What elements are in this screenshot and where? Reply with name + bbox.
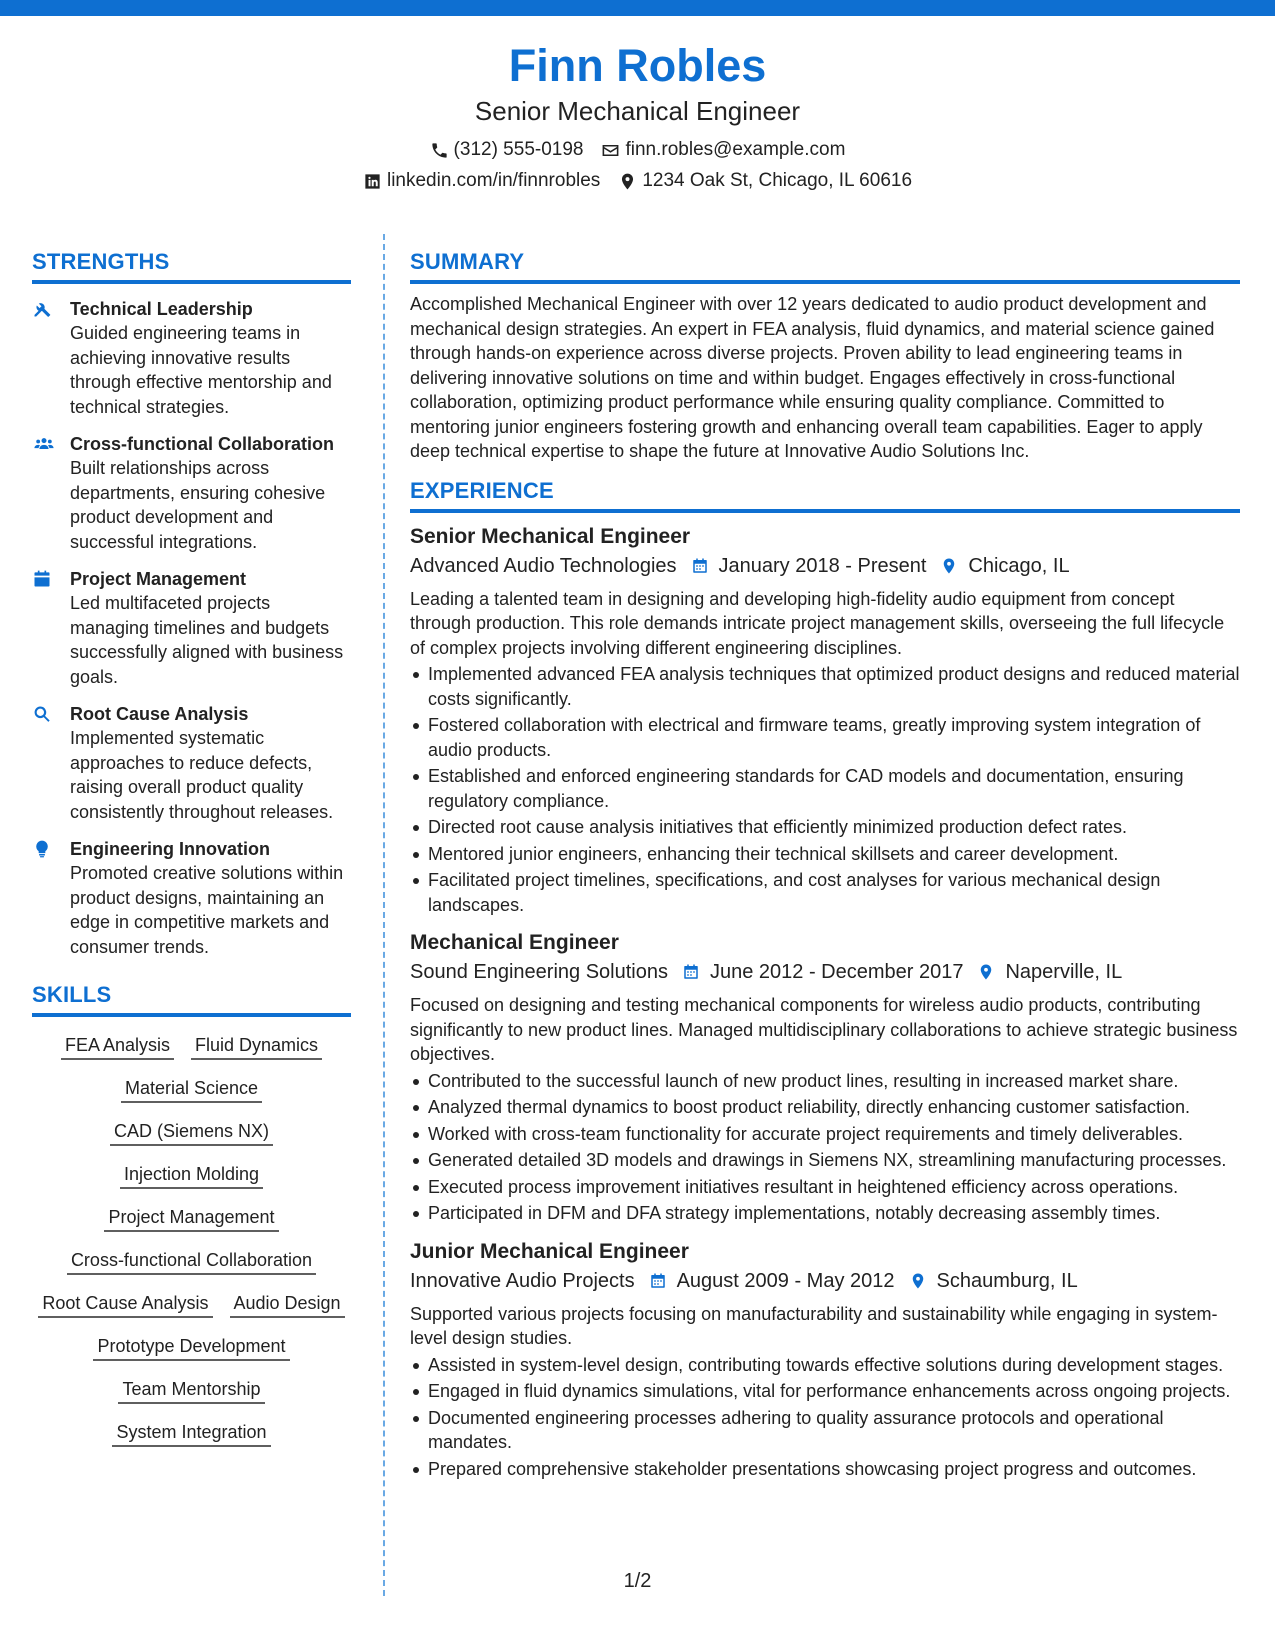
skill-tag: CAD (Siemens NX) <box>110 1119 273 1146</box>
skill-tag: Injection Molding <box>120 1162 263 1189</box>
experience-section <box>410 477 1240 1482</box>
page-number: 1/2 <box>623 1570 652 1592</box>
column-divider <box>383 234 385 1596</box>
bullet-item: Established and enforced engineering standards for CAD models and documentation, ensuring regulatory compliance. <box>410 764 1240 813</box>
job-title: Mechanical Engineer <box>410 931 619 954</box>
skill-tag: Project Management <box>104 1205 278 1232</box>
job-dates: June 2012 - December 2017 <box>709 961 964 983</box>
company-name: Advanced Audio Technologies <box>410 554 677 577</box>
linkedin-icon <box>363 172 382 191</box>
bullet-item: Participated in DFM and DFA strategy implementations, notably decreasing assembly times. <box>410 1201 1240 1226</box>
lightbulb-icon <box>32 839 52 859</box>
job-meta <box>410 957 1240 987</box>
job-entry <box>410 929 1240 1226</box>
linkedin-link[interactable]: linkedin.com/in/finnrobles <box>386 170 601 191</box>
skill-tag: System Integration <box>112 1420 270 1447</box>
skill-tag: Material Science <box>121 1076 262 1103</box>
strength-desc: Promoted creative solutions within product designs, maintaining an edge in competitive markets and consumer trends. <box>70 863 344 957</box>
strengths-section <box>32 248 351 959</box>
job-location: Naperville, IL <box>1005 961 1123 983</box>
skills-section <box>32 981 351 1447</box>
job-entry <box>410 523 1240 918</box>
skill-tag: Prototype Development <box>93 1334 289 1361</box>
map-pin-icon <box>940 557 958 575</box>
job-title: Senior Mechanical Engineer <box>410 524 691 548</box>
address-text: 1234 Oak St, Chicago, IL 60616 <box>642 170 913 191</box>
bullet-item: Analyzed thermal dynamics to boost product reliability, directly enhancing customer satisfaction. <box>410 1095 1240 1120</box>
strength-desc: Built relationships across departments, ensuring cohesive product development and successful integrations. <box>70 458 326 552</box>
map-pin-icon <box>618 172 637 191</box>
top-accent-bar <box>0 0 1275 16</box>
envelope-icon <box>601 141 620 160</box>
bullet-item: Mentored junior engineers, enhancing their technical skillsets and career development. <box>410 842 1240 867</box>
strength-desc: Led multifaceted projects managing timelines and budgets successfully aligned with business goals. <box>70 593 344 687</box>
strength-title: Root Cause Analysis <box>70 704 249 724</box>
left-column <box>32 248 351 1447</box>
phone-icon <box>430 141 449 160</box>
job-dates: January 2018 - Present <box>718 554 927 577</box>
job-description: Leading a talented team in designing and developing high-fidelity audio equipment from concept through production. This role demands intricate project management skills, overseeing the full lifecycle of complex projects involving different engineering disciplines. <box>410 588 1225 658</box>
skill-tag: Root Cause Analysis <box>38 1291 212 1318</box>
job-location: Chicago, IL <box>968 554 1070 577</box>
skill-tag: Audio Design <box>230 1291 345 1318</box>
job-bullets <box>410 662 1240 917</box>
calendar-icon <box>682 963 700 981</box>
company-name: Sound Engineering Solutions <box>410 961 668 983</box>
job-meta <box>410 551 1240 581</box>
calendar-icon <box>649 1272 667 1290</box>
job-meta <box>410 1266 1240 1296</box>
right-column <box>410 248 1240 1481</box>
strength-title: Project Management <box>70 569 247 589</box>
strength-title: Technical Leadership <box>70 299 253 319</box>
strength-item <box>32 297 351 419</box>
bullet-item: Contributed to the successful launch of new product lines, resulting in increased market share. <box>410 1069 1240 1094</box>
search-icon <box>32 704 52 724</box>
strength-desc: Implemented systematic approaches to reduce defects, raising overall product quality consistently throughout releases. <box>70 728 334 822</box>
skill-tag: Fluid Dynamics <box>191 1033 322 1060</box>
skill-tag: FEA Analysis <box>61 1033 174 1060</box>
bullet-item: Fostered collaboration with electrical and firmware teams, greatly improving system integration of audio products. <box>410 713 1240 762</box>
linkedin-contact <box>363 169 600 193</box>
job-description: Supported various projects focusing on manufacturability and sustainability while engaging in system-level design studies. <box>410 1303 1218 1348</box>
strength-title: Cross-functional Collaboration <box>70 434 335 454</box>
strength-item <box>32 702 351 824</box>
calendar-icon <box>32 569 52 589</box>
strength-item <box>32 567 351 689</box>
summary-text: Accomplished Mechanical Engineer with over 12 years dedicated to audio product development and mechanical design strategies. An expert in FEA analysis, fluid dynamics, and material science gained through hands-on experience across diverse projects. Proven ability to lead engineering teams in delivering innovative solutions on time and within budget. Engages effectively in cross-functional collaboration, optimizing product performance while ensuring quality compliance. Committed to mentoring junior engineers fostering growth and enhancing overall team capabilities. Eager to apply deep technical expertise to shape the future at Innovative Audio Solutions Inc. <box>410 294 1215 461</box>
bullet-item: Implemented advanced FEA analysis techniques that optimized product designs and reduced material costs significantly. <box>410 662 1240 711</box>
job-location: Schaumburg, IL <box>936 1269 1078 1292</box>
email-contact <box>601 138 845 162</box>
bullet-item: Prepared comprehensive stakeholder presentations showcasing project progress and outcomes. <box>410 1457 1240 1482</box>
phone-contact <box>430 138 584 162</box>
resume-header <box>0 38 1275 193</box>
bullet-item: Documented engineering processes adhering to quality assurance protocols and operational mandates. <box>410 1406 1240 1455</box>
address-contact <box>618 169 912 193</box>
bullet-item: Engaged in fluid dynamics simulations, vital for performance enhancements across ongoing projects. <box>410 1379 1240 1404</box>
job-entry <box>410 1238 1240 1482</box>
job-description: Focused on designing and testing mechanical components for wireless audio products, contributing significantly to new product lines. Managed multidisciplinary collaborations to achieve strategic business objectives. <box>410 995 1238 1064</box>
bullet-item: Worked with cross-team functionality for accurate project requirements and timely deliverables. <box>410 1122 1240 1147</box>
summary-section <box>410 248 1240 464</box>
contact-row-1 <box>0 138 1275 162</box>
company-name: Innovative Audio Projects <box>410 1269 635 1292</box>
summary-heading: SUMMARY <box>410 248 1240 284</box>
skills-heading: SKILLS <box>32 981 351 1017</box>
tools-icon <box>32 299 52 319</box>
skill-tag: Team Mentorship <box>118 1377 264 1404</box>
experience-heading: EXPERIENCE <box>410 477 1240 513</box>
strength-desc: Guided engineering teams in achieving innovative results through effective mentorship and technical strategies. <box>70 323 332 417</box>
bullet-item: Assisted in system-level design, contributing towards effective solutions during development stages. <box>410 1353 1240 1378</box>
map-pin-icon <box>909 1272 927 1290</box>
strengths-heading: STRENGTHS <box>32 248 351 284</box>
users-icon <box>32 434 56 454</box>
job-bullets <box>410 1353 1240 1482</box>
bullet-item: Generated detailed 3D models and drawings in Siemens NX, streamlining manufacturing processes. <box>410 1148 1240 1173</box>
calendar-icon <box>691 557 709 575</box>
phone-text[interactable]: (312) 555-0198 <box>453 139 584 160</box>
strength-title: Engineering Innovation <box>70 839 271 859</box>
job-title: Junior Mechanical Engineer <box>410 1239 689 1263</box>
skill-tag: Cross-functional Collaboration <box>67 1248 316 1275</box>
bullet-item: Facilitated project timelines, specifications, and cost analyses for various mechanical design landscapes. <box>410 868 1240 917</box>
job-dates: August 2009 - May 2012 <box>676 1269 895 1292</box>
candidate-name: Finn Robles <box>508 40 767 91</box>
bullet-item: Directed root cause analysis initiatives that efficiently minimized production defect rates. <box>410 815 1240 840</box>
job-bullets <box>410 1069 1240 1226</box>
strength-item <box>32 837 351 959</box>
email-link[interactable]: finn.robles@example.com <box>625 139 846 160</box>
contact-row-2 <box>0 169 1275 193</box>
map-pin-icon <box>977 963 995 981</box>
strength-item <box>32 432 351 554</box>
skills-list <box>32 1033 351 1447</box>
bullet-item: Executed process improvement initiatives resultant in heightened efficiency across operations. <box>410 1175 1240 1200</box>
candidate-title: Senior Mechanical Engineer <box>474 96 801 126</box>
